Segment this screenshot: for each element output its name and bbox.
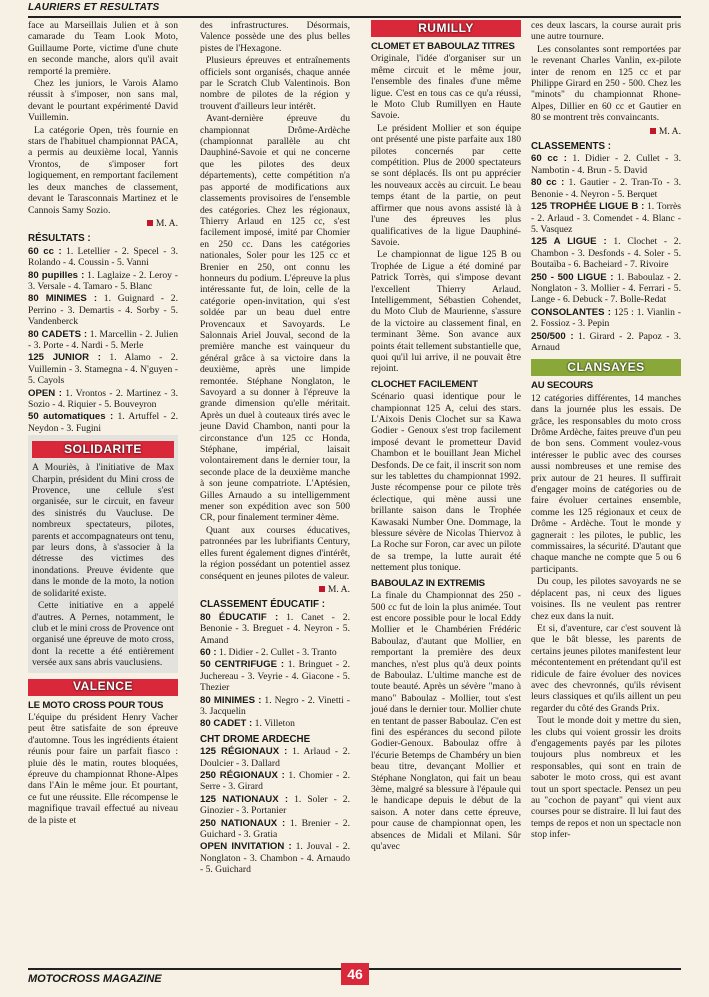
result-category: 80 CADETS :	[28, 328, 88, 340]
result-category: 80 CADET :	[200, 718, 253, 730]
paragraph: Et si, d'aventure, car c'est souvent là que le bât blesse, les parents de certains jeunes pilotes manifestent leur mécontentement en prétendant qu'il est ridicule de faire évoluer des novices avec des chevronnés, qu'ils révisent leurs classiques et qu'ils aillent un peu regarder du côté des Grands Prix.	[531, 622, 681, 714]
result-category: 125 JUNIOR :	[28, 352, 101, 364]
subheading: AU SECOURS	[531, 380, 593, 392]
result-category: CONSOLANTES :	[531, 306, 611, 318]
red-square-icon	[319, 586, 325, 592]
result-text: 1. Marcellin - 2. Julien - 3. Porte - 4. Nardi - 5. Merle	[28, 328, 178, 351]
result-text: 1. Baboulaz - 2. Nonglaton - 3. Mollier - 4. Ferrari - 5. Lange - 6. Debuck - 7. Bolle-Redat	[531, 271, 681, 306]
result-text: 1. Brenier - 2. Guichard - 3. Gratia	[200, 817, 350, 841]
paragraph: des infrastructures. Désormais, Valence possède une des plus belles pistes de l'Hexagone.	[200, 20, 350, 54]
result-line	[200, 659, 350, 693]
paragraph: Plusieurs épreuves et entraînements officiels sont organisés, chaque année par le Scratch Club Valentinois. Bon nombre de pilotes de la région y trouvent d'ailleurs leur intérêt.	[200, 55, 350, 112]
result-category: 125 TROPHÉE LIGUE B :	[531, 201, 645, 213]
result-line	[531, 236, 681, 270]
result-category: 250 NATIONAUX :	[200, 817, 286, 829]
result-text: 1. Jouval - 2. Nonglaton - 3. Chambon - 4. Arnaudo - 5. Guichard	[200, 841, 351, 876]
result-category: 50 automatiques :	[28, 411, 114, 423]
paragraph: La finale du Championnat des 250 - 500 cc fut de loin la plus animée. Tout est encore possible pour le local Eddy Mollier et le Chambérien Frédéric Baboulaz, d'autant que Mollier, en remportant la première des deux manches, n'est plus qu'à deux points de Baboulaz. L'ultime manche est de toute beauté. Après un sévère "mano à mano" Baboulaz - Mollier, tout s'est joué dans le dernier tour. Mollier chute en tentant de passer Baboulaz. C'en est fini des espérances du second pilote Godier-Genoux. Baboulaz offre à l'écurie Betemps de Chambéry un bien beau titre, devançant Mollier et Stéphane Nonglaton, qui fait un beau 3ème, malgré sa blessure à l'épaule qui le handicape depuis le début de la saison. A noter dans cette épreuve, pour cause de championnat open, les absences de Midali et Milani. Sûr qu'avec	[371, 590, 521, 853]
result-text: 1. Girard - 2. Papoz - 3. Arnaud	[531, 330, 682, 353]
result-line	[200, 746, 350, 769]
result-line	[28, 329, 178, 352]
result-line	[200, 718, 350, 729]
result-line	[531, 307, 681, 330]
paragraph: L'équipe du président Henry Vacher peut être satisfaite de son épreuve d'automne. Tous les ingrédients étaient réunis pour faire un parfait fiasco : pluie dès le matin, routes bloquées, épreuve du championnat Rhone-Alpes dans l'Ain le même jour. Et pourtant, ce fut une réussite. Elle récompense le magnifique travail effectué au niveau de la piste et	[28, 711, 178, 826]
solidarite-box	[28, 435, 178, 672]
result-text: 1. Negro - 2. Vinetti - 3. Jacquelin	[200, 694, 350, 717]
red-square-icon	[650, 128, 656, 134]
column-4	[531, 20, 681, 842]
result-category: 250 RÉGIONAUX :	[200, 770, 285, 781]
result-category: 125 A LIGUE :	[531, 236, 607, 248]
result-line	[200, 841, 350, 875]
result-category: 250/500 :	[531, 330, 574, 342]
paragraph: Le président Mollier et son équipe ont présenté une piste parfaite aux 180 pilotes concernés par cette compétition. Plus de 2000 spectateurs se sont déplacés. Ils ont pu apprécier les nouveaux accès au circuit. Le beau temps étant de la partie, on peut affirmer que nous avons assisté là à l'une des épreuves les plus qualificatives de la ligue Dauphiné-Savoie.	[371, 122, 521, 248]
result-line	[200, 612, 350, 646]
result-line	[531, 177, 681, 200]
result-text: 1. Gautier - 2. Tran-To - 3. Benonie - 4. Neyron - 5. Berquet	[531, 177, 681, 200]
paragraph: Quant aux courses éducatives, patronnées par les lubrifiants Century, elles furent également dignes d'intérêt, la région possédant un potentiel assez conséquent en jeunes pilotes de valeur.	[200, 524, 350, 582]
result-line	[28, 293, 178, 327]
result-text: 1. Alamo - 2. Vuillemin - 3. Stamegna - 4. N'guyen - 5. Cayols	[28, 352, 179, 387]
result-text: 1. Canet - 2. Benonie - 3. Breguet - 4. Neyron - 5. Amand	[200, 611, 350, 646]
paragraph: Originale, l'idée d'organiser sur un même circuit et le même jour, l'ensemble des finales d'une même ligue. C'est en tous cas ce qu'a réussi, le Moto Club Rumillyen en Haute Savoie.	[371, 53, 521, 122]
result-line	[28, 388, 178, 411]
result-category: 50 CENTRIFUGE :	[200, 659, 285, 671]
column-3	[371, 20, 521, 853]
result-text: 1. Soler - 2. Ginozier - 3. Portanier	[200, 793, 350, 817]
section-banner-valence: VALENCE	[28, 679, 178, 696]
result-line	[28, 352, 178, 386]
result-category: 60 cc :	[531, 153, 567, 165]
paragraph: Chez les juniors, le Varois Alamo réussit à s'imposer, non sans mal, devant le pourtant expérimenté David Vuillemin.	[28, 78, 178, 124]
column-2	[200, 20, 350, 877]
result-text: 1. Torrès - 2. Arlaud - 3. Comendet - 4. Blanc - 5. Vasquez	[531, 201, 682, 235]
result-line	[28, 270, 178, 293]
result-text: 1. Letellier - 2. Specel - 3. Rolando - 4. Coussin - 5. Vanni	[28, 245, 178, 269]
result-line	[200, 647, 350, 658]
paragraph: ces deux lascars, la course aurait pris une autre tournure.	[531, 20, 681, 43]
results-heading: RÉSULTATS :	[28, 233, 91, 245]
result-text: 1. Didier - 2. Cullet - 3. Tranto	[216, 646, 337, 658]
section-banner-rumilly: RUMILLY	[371, 20, 521, 37]
paragraph: La catégorie Open, très fournie en stars de l'habituel championnat PACA, a permis au deuxième local, Yannis Vrontos, de s'imposer fort logiquement, en remportant facilement les deux manches de classement, devant le Tarasconnais Martinez et le Cannois Samy Sozio.	[28, 124, 178, 216]
result-line	[28, 246, 178, 269]
result-text: 1. Clochet - 2. Chambon - 3. Desfonds - 4. Soler - 5. Boutaïba - 6. Bacheiard - 7. Rivoire	[531, 236, 681, 271]
result-text: 1. Villeton	[252, 718, 295, 730]
result-text: 1. Bringuet - 2. Juchereau - 3. Veyrie - 4. Giacone - 5. Thezier	[200, 659, 350, 694]
header-rule	[28, 16, 681, 18]
result-category: 60 cc :	[28, 245, 62, 257]
paragraph: Les consolantes sont remportées par le revenant Charles Vanlin, ex-pilote inter de renom en 125 cc et par Philippe Girard en 250 - 500. Chez les "minots" du championnat Rhone-Alpes, Dillier en 60 cc et Gautier en 80 se montrent très convaincants.	[531, 43, 681, 124]
signature-text: M. A.	[155, 217, 178, 229]
result-text: 125 : 1. Vianlin - 2. Fossioz - 3. Pepin	[531, 306, 681, 330]
paragraph: Tout le monde doit y mettre du sien, les clubs qui voient grossir les droits d'engagements payés par les pilotes toujours plus nombreux et les responsables, qui sont en train de saboter le moto cross, qui est avant tout un sport spectacle. Pensez un peu au "cochon de payant" qui vient aux courses pour se distraire. Il lui faut des temps de repos et non un spectacle non stop infer-	[531, 715, 681, 841]
result-line	[200, 794, 350, 817]
result-line	[28, 411, 178, 434]
column-1	[28, 20, 178, 827]
red-square-icon	[147, 220, 153, 226]
paragraph: Avant-dernière épreuve du championnat Drôme-Ardèche (championnat parallèle au cht Dauphiné-Savoie et qui ne concerne que les pilotes des deux départements), cette compétition n'a pas apporté de modifications aux classements provisoires de l'ensemble des catégories. Chez les régionaux, Thierry Arlaud en 125 cc, s'est facilement imposé, imité par Chomier en 250 cc. Dans les catégories nationales, Soler pour les 125 cc et Brenier en 250, ont connu les honneurs du podium. L'épreuve la plus intéressante fut, de loin, celle de la catégorie open-invitation, qui s'est soldée par un beau duel entre Provencaux et Savoyards. Le Salonnais Ariel Jouval, second de la première manche est vainqueur du général grâce à sa victoire dans la deuxième, après une limpide remontée. Stéphane Nonglaton, le Savoyard a su donner à l'épreuve la grande dimension qu'elle méritait. Après un duel à couteaux tirés avec le jeune David Chambon, nanti pour la circonstance d'un 125 cc Honda, Stéphane, impérial, laisait volontairement dans le dernier tour, la seconde place de la deuxième manche à son jeune compatriote. L'Aptésien, Gilles Arnaudo a su intelligemment mener son expédition avec son 500 CR, pour finalement terminer 4ème.	[200, 113, 350, 524]
author-signature	[28, 218, 178, 229]
classements-heading: CLASSEMENTS :	[531, 141, 612, 153]
signature-text: M. A.	[327, 583, 350, 595]
result-category: 125 RÉGIONAUX :	[200, 746, 288, 758]
result-category: OPEN INVITATION :	[200, 841, 292, 853]
result-category: 250 - 500 LIGUE :	[531, 271, 614, 283]
result-line	[200, 770, 350, 793]
result-text: 1. Arlaud - 2. Doulcier - 3. Dallard	[200, 746, 350, 769]
subheading: CLOMET ET BABOULAZ TITRES	[371, 41, 515, 52]
result-line	[531, 201, 681, 235]
result-text: 1. Guignard - 2. Perrino - 3. Demartis - 4. Sorby - 5. Vandenberck	[28, 293, 178, 328]
result-category: 80 cc :	[531, 177, 565, 189]
result-category: 80 ÉDUCATIF :	[200, 611, 279, 623]
result-line	[200, 695, 350, 718]
result-category: 80 MINIMES :	[200, 694, 262, 706]
page-number: 46	[341, 963, 369, 985]
paragraph: Cette initiative en a appelé d'autres. A Pernes, notamment, le club et le mini cross de Provence ont organisé une épreuve de moto cross, dont la recette a été entièrement versée aux sans abris vauclusiens.	[32, 600, 174, 669]
paragraph: face au Marseillais Julien et à son camarade du Team Look Moto, Guillaume Porte, victime d'une chute en seconde manche, alors qu'il avait remporté la première.	[28, 20, 178, 77]
subheading: CLOCHET FACILEMENT	[371, 378, 478, 390]
signature-text: M. A.	[658, 125, 681, 137]
result-text: 1. Artuffel - 2. Neydon - 3. Fugini	[28, 411, 178, 434]
result-line	[531, 331, 681, 354]
author-signature	[200, 584, 350, 595]
paragraph: Scénario quasi identique pour le championnat 125 A, celui des stars. L'Aixois Denis Clochet sur sa Kawa Godier - Genoux s'est trop facilement imposé devant le prometteur David Chambon et le bouillant Jean Michel Desfonds. De ce fait, il inscrit son nom sur les tablettes du championnat 1992. Juste récompense pour ce pilote très éclectique, qui mène aussi une brillante saison dans le Trophée Kawasaki Number One. Dommage, la blessure sévère de Nicolas Thiervoz à La Roche sur Foron, car avec un pilote de sa trempe, la lutte aurait été nettement plus tonique.	[371, 391, 522, 574]
result-line	[531, 153, 681, 176]
header-section-label: LAURIERS ET RESULTATS	[28, 2, 160, 13]
subheading: BABOULAZ IN EXTREMIS	[371, 577, 485, 589]
result-text: 1. Chomier - 2. Serre - 3. Girard	[200, 770, 350, 793]
paragraph: 12 catégories différentes, 14 manches dans la journée plus les essais. De grâce, les responsables du moto cross Drôme Ardèche, faites preuve d'un peu de bon sens. Comment voulez-vous intéresser le public avec des courses aussi nombreuses et une remise des prix autour de 21 heures. Il suffirait d'engager moins de catégories ou de faire évoluer certaines ensemble, comme les 125 régionaux et ceux de Drôme - Ardèche. Tout le monde y gagnerait : les pilotes, le public, les commissaires, la sécurité. D'autant que chaque manche ne compte que 5 ou 6 participants.	[531, 392, 681, 575]
result-text: 1. Didier - 2. Cullet - 3. Nambotin - 4. Brun - 5. David	[531, 153, 681, 176]
result-category: OPEN :	[28, 387, 62, 399]
result-category: 80 MINIMES :	[28, 293, 98, 305]
result-text: 1. Laglaize - 2. Leroy - 3. Versale - 4. Tamaro - 5. Blanc	[28, 269, 178, 292]
paragraph: Le championnat de ligue 125 B ou Trophée de Ligue a été dominé par Patrick Torrès, qui s'impose devant l'excellent Thierry Arlaud. Intelligemment, Sébastien Cohendet, du Moto Club de Maurienne, s'assure de la victoire au classement final, en terminant 3ème. Son avance aux points était tellement substantielle que, quoi qu'il lui arrive, il ne pouvait être rejoint.	[371, 249, 521, 375]
section-banner-solidarite: SOLIDARITE	[32, 441, 174, 458]
subheading: LE MOTO CROSS POUR TOUS	[28, 699, 164, 711]
footer-magazine-name: MOTOCROSS MAGAZINE	[28, 973, 162, 985]
result-category: 125 NATIONAUX :	[200, 793, 289, 805]
classement-heading: CLASSEMENT ÉDUCATIF :	[200, 599, 325, 611]
paragraph: Du coup, les pilotes savoyards ne se déplacent pas, ni ceux des ligues voisines. Ils ne veulent pas rentrer chez eux dans la nuit.	[531, 576, 681, 622]
result-text: 1. Vrontos - 2. Martinez - 3. Sozio - 4. Riquier - 5. Bouveyron	[28, 387, 178, 410]
result-category: 60 :	[200, 646, 217, 658]
result-line	[531, 272, 681, 306]
result-category: 80 pupilles :	[28, 269, 85, 281]
author-signature	[531, 126, 681, 137]
paragraph: A Mouriès, à l'initiative de Max Charpin, président du Mini cross de Provence, une cellule s'est organisée, sur le circuit, en faveur des sinistrés du Vaucluse. De nombreux spectateurs, pilotes, parents et accompagnateurs ont tenu, par leurs dons, à s'associer à la détresse des victimes des inondations. Preuve évidente que dans le monde de la moto, la notion de solidarité existe.	[32, 462, 174, 599]
result-line	[200, 818, 350, 841]
cht-heading: CHT DROME ARDECHE	[200, 733, 311, 745]
section-banner-clansayes: CLANSAYES	[531, 359, 681, 376]
